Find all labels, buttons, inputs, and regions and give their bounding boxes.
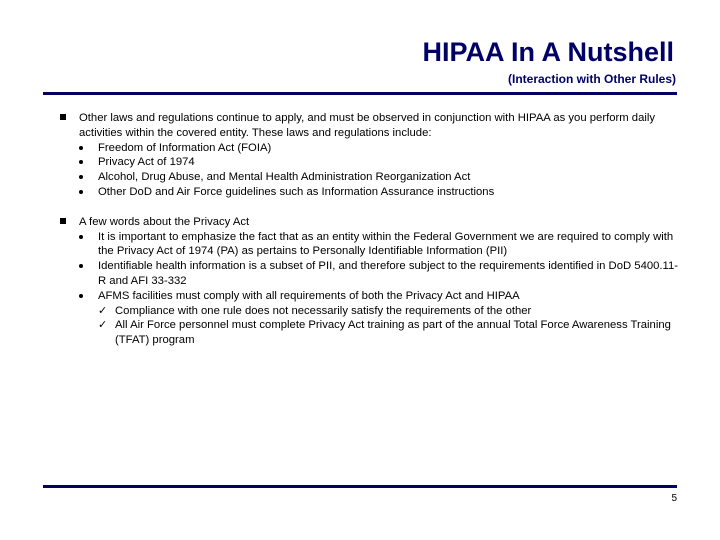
- slide-title: HIPAA In A Nutshell: [422, 37, 674, 67]
- round-bullet-icon: [79, 160, 83, 164]
- sub-list-item-text: All Air Force personnel must complete Privacy Act training as part of the annual Total Force Awareness Training (TFAT) program: [115, 319, 671, 347]
- slide-subtitle: (Interaction with Other Rules): [507, 72, 676, 86]
- list-item: [79, 155, 680, 170]
- square-bullet-icon: [60, 114, 66, 120]
- page-number: 5: [671, 493, 677, 504]
- bullet-other-laws: [60, 111, 680, 200]
- slide-body: [60, 111, 680, 348]
- checkmark-icon: ✓: [98, 304, 108, 317]
- square-bullet-icon: [60, 218, 66, 224]
- checkmark-icon: ✓: [98, 319, 108, 332]
- list-item: [79, 230, 680, 260]
- round-bullet-icon: [79, 235, 83, 239]
- sub-list-item-text: Compliance with one rule does not necessarily satisfy the requirements of the other: [115, 304, 532, 317]
- list-item: [79, 289, 680, 348]
- list-item-text: Identifiable health information is a subset of PII, and therefore subject to the requirements identified in DoD 5400.11-R and AFI 33-332: [98, 260, 679, 287]
- list-item-text: Other DoD and Air Force guidelines such as Information Assurance instructions: [98, 185, 495, 198]
- round-bullet-icon: [79, 264, 83, 268]
- list-item-text: It is important to emphasize the fact that as an entity within the Federal Government we are required to comply with the Privacy Act of 1974 (PA) as pertains to Personally Identifiable Information (PII): [98, 230, 674, 258]
- list-item-text: AFMS facilities must comply with all requirements of both the Privacy Act and HIPAA: [98, 289, 520, 302]
- list-item-text: Freedom of Information Act (FOIA): [98, 141, 272, 154]
- list-item: [79, 259, 680, 289]
- bullet-text: Other laws and regulations continue to apply, and must be observed in conjunction with HIPAA as you perform daily activities within the covered entity. These laws and regulations include:: [79, 112, 656, 139]
- list-item: [79, 170, 680, 185]
- bullet-privacy-act: [60, 215, 680, 348]
- list-item-text: Alcohol, Drug Abuse, and Mental Health Administration Reorganization Act: [98, 171, 471, 184]
- list-item: [79, 185, 680, 200]
- sub-list-item: [98, 304, 680, 319]
- round-bullet-icon: [79, 175, 83, 179]
- list-item-text: Privacy Act of 1974: [98, 156, 195, 169]
- bullet-text: A few words about the Privacy Act: [79, 215, 250, 228]
- footer-divider: [43, 485, 677, 488]
- round-bullet-icon: [79, 146, 83, 150]
- header-divider: [43, 92, 677, 95]
- round-bullet-icon: [79, 190, 83, 194]
- sub-list-item: [98, 318, 680, 348]
- list-item: [79, 141, 680, 156]
- round-bullet-icon: [79, 294, 83, 298]
